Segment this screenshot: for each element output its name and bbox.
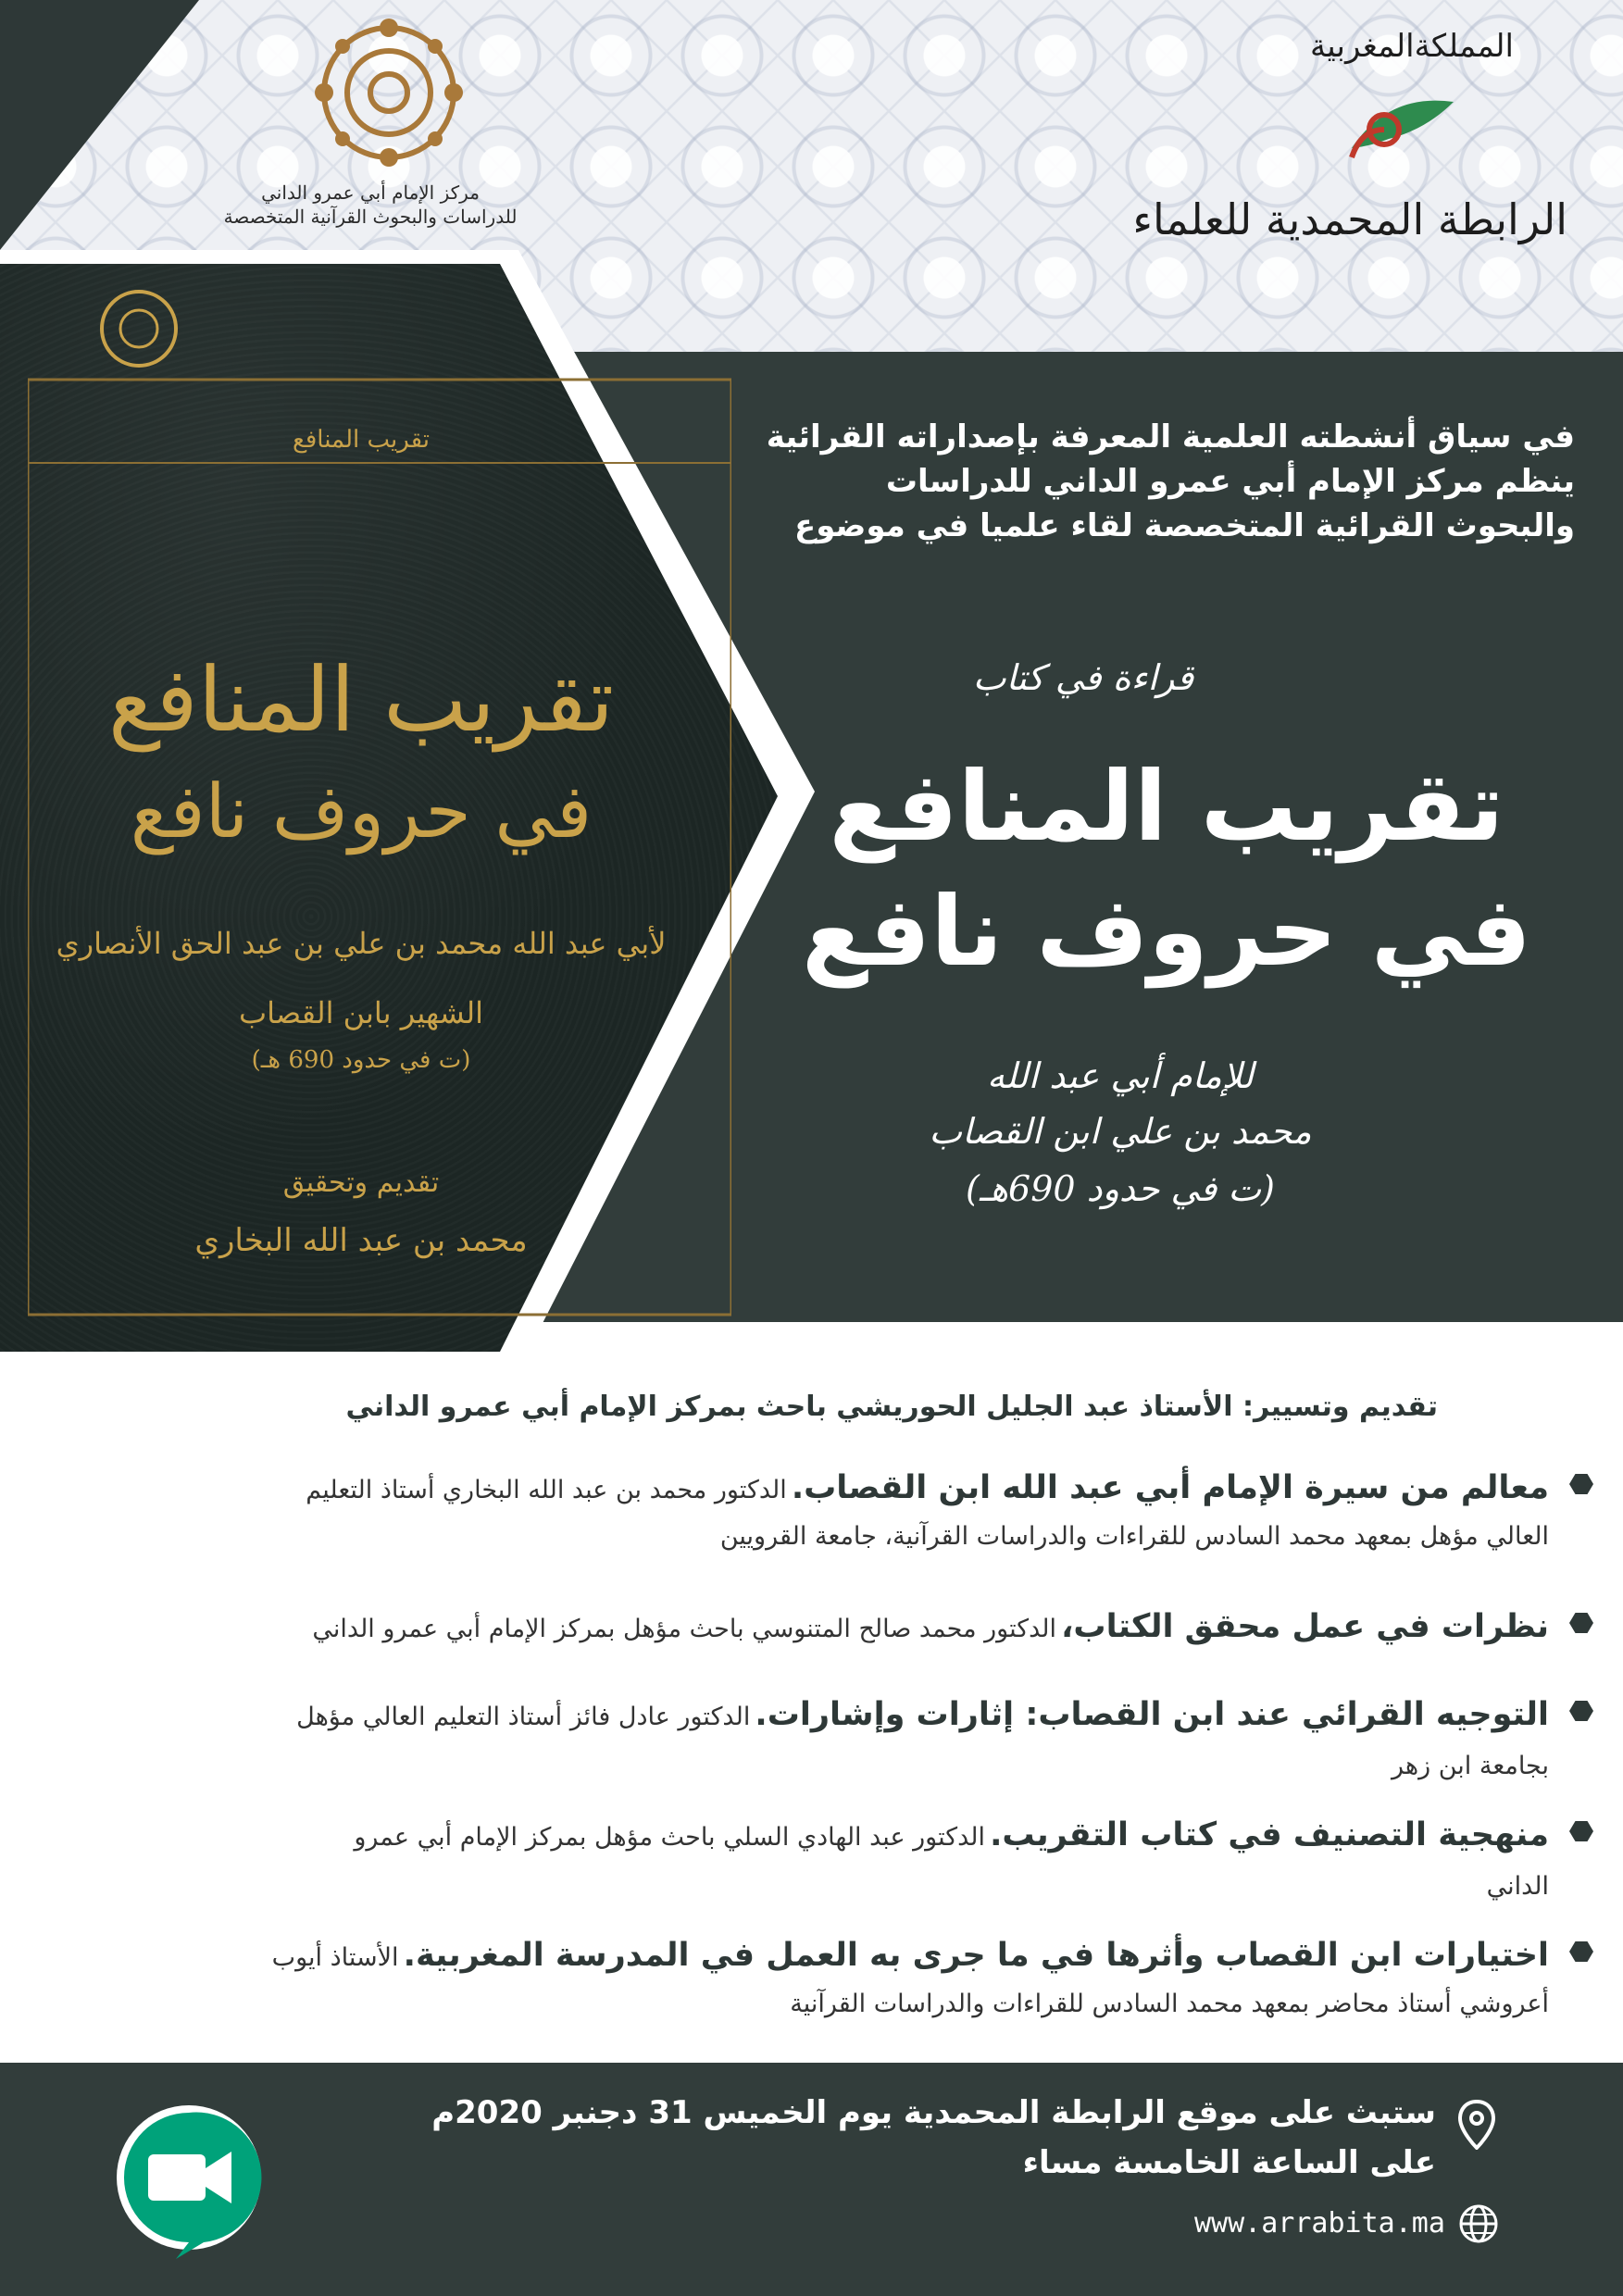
hexagon-bullet-icon (1569, 1474, 1593, 1494)
author-line-3: (ت في حدود 690هـ) (966, 1168, 1275, 1209)
rabita-logo (1333, 93, 1463, 167)
book-cover-author-3: (ت في حدود 690 هـ) (251, 1046, 471, 1074)
speaker-topic: اختيارات ابن القصاب وأثرها في ما جرى به العمل في المدرسة المغربية. (403, 1937, 1549, 1974)
website-link[interactable]: www.arrabita.ma (1194, 2207, 1445, 2240)
speaker-item (21, 1810, 1549, 1908)
broadcast-info-line-2: على الساعة الخامسة مساء (1022, 2144, 1436, 2181)
speaker-item (21, 1463, 1549, 1555)
presenter-line: تقديم وتسيير: الأستاذ عبد الجليل الحوريشي باحث بمركز الإمام أبي عمرو الداني (345, 1391, 1438, 1423)
hexagon-bullet-icon (1569, 1941, 1593, 1962)
reading-label: قراءة في كتاب (972, 657, 1194, 698)
speaker-details: الأستاذ أيوب (271, 1943, 399, 1972)
author-line-2: محمد بن علي ابن القصاب (929, 1111, 1312, 1152)
author-line-1: للإمام أبي عبد الله (987, 1055, 1254, 1096)
book-cover-editor: محمد بن عبد الله البخاري (194, 1222, 528, 1259)
google-meet-icon[interactable] (111, 2103, 267, 2261)
speaker-topic: التوجيه القرائي عند ابن القصاب: إثارات وإشارات. (755, 1696, 1549, 1733)
center-logo-text-line-2: للدراسات والبحوث القرآنية المتخصصة (223, 206, 518, 228)
broadcast-info-line-1: ستبث على موقع الرابطة المحمدية يوم الخميس 31 دجنبر 2020م (431, 2094, 1436, 2131)
book-cover-logo (88, 278, 190, 380)
speaker-topic: نظرات في عمل محقق الكتاب، (1061, 1608, 1549, 1645)
book-cover-author-2: الشهير بابن القصاب (239, 995, 483, 1030)
speaker-details-2: العالي مؤهل بمعهد محمد السادس للقراءات والدراسات القرآنية، جامعة القرويين (719, 1522, 1549, 1551)
book-cover-editor-label: تقديم وتحقيق (282, 1167, 440, 1199)
book-cover-title-2: في حروف نافع (130, 768, 593, 855)
speaker-details: الدكتور عادل فائز أستاذ التعليم العالي مؤهل (296, 1703, 751, 1731)
speaker-details: الدكتور محمد بن عبد الله البخاري أستاذ التعليم (306, 1476, 787, 1504)
main-title-line-2: في حروف نافع (801, 875, 1532, 988)
intro-line-2: ينظم مركز الإمام أبي عمرو الداني للدراسات (885, 463, 1575, 500)
speaker-details: الدكتور محمد صالح المتنوسي باحث مؤهل بمركز الإمام أبي عمرو الداني (312, 1615, 1057, 1643)
center-logo-text (222, 181, 518, 229)
book-cover-title-1: تقريب المنافع (107, 648, 615, 752)
book-cover-author: لأبي عبد الله محمد بن علي بن عبد الحق الأنصاري (56, 926, 667, 961)
rabita-name: الرابطة المحمدية للعلماء (1132, 194, 1567, 244)
hexagon-bullet-icon (1569, 1613, 1593, 1633)
hexagon-bullet-icon (1569, 1821, 1593, 1841)
speaker-topic: معالم من سيرة الإمام أبي عبد الله ابن القصاب. (791, 1469, 1549, 1506)
main-title-line-1: تقريب المنافع (829, 750, 1504, 863)
speaker-details-2: الداني (1486, 1872, 1549, 1901)
intro-line-3: والبحوث القرائية المتخصصة لقاء علميا في موضوع (794, 507, 1575, 544)
hexagon-bullet-icon (1569, 1701, 1593, 1721)
speaker-item (21, 1930, 1549, 2023)
location-pin-icon (1456, 2100, 1497, 2150)
speaker-details-2: أعروشي أستاذ محاضر بمعهد محمد السادس للقراءات والدراسات القرآنية (790, 1990, 1549, 2018)
speaker-topic: منهجية التصنيف في كتاب التقريب. (990, 1816, 1549, 1853)
center-logo-text-line-1: مركز الإمام أبي عمرو الداني (261, 181, 480, 204)
speaker-item (21, 1602, 1549, 1657)
kingdom-label: المملكةالمغربية (1310, 28, 1514, 65)
speaker-item (21, 1690, 1549, 1788)
header-dark-triangle (0, 0, 199, 250)
speaker-details: الدكتور عبد الهادي السلي باحث مؤهل بمركز الإمام أبي عمرو (354, 1823, 986, 1852)
intro-text (649, 415, 1575, 548)
globe-icon (1458, 2203, 1499, 2244)
intro-line-1: في سياق أنشطته العلمية المعرفة بإصداراته القرائية (766, 418, 1575, 455)
book-cover-series: تقريب المنافع (293, 426, 430, 454)
speaker-details-2: بجامعة ابن زهر (1391, 1752, 1549, 1780)
